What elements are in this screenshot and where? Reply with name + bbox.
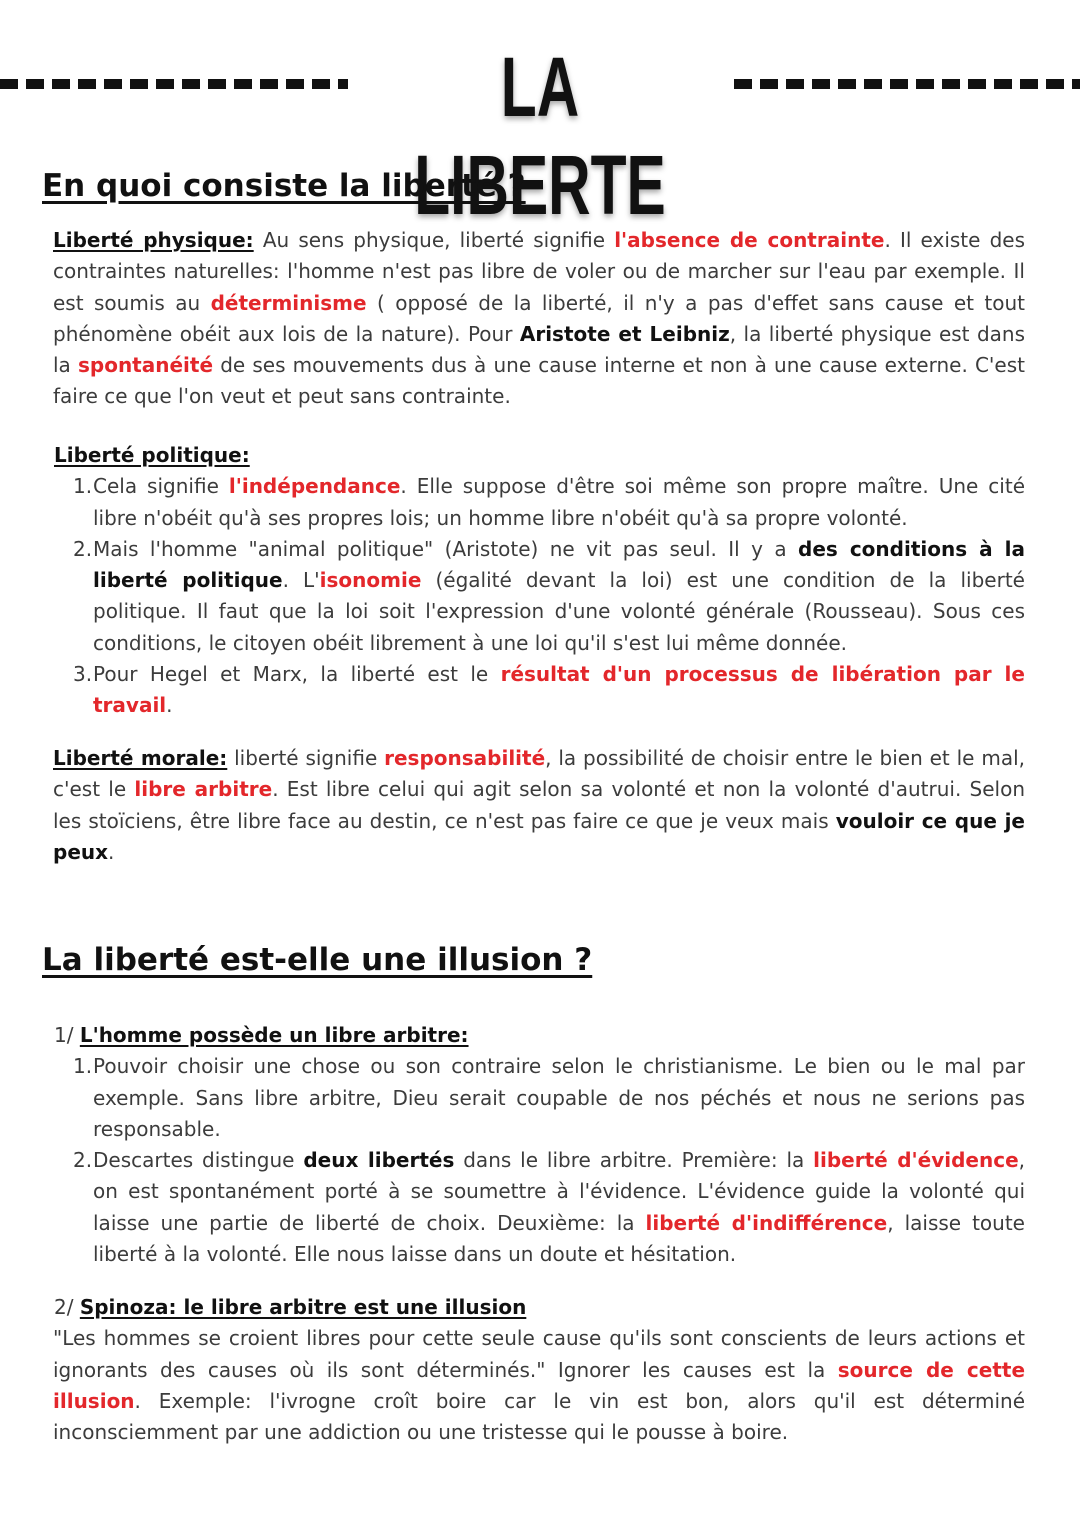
text: dans le libre arbitre. Première: la	[454, 1148, 814, 1173]
heading-libre-arbitre	[54, 1020, 1025, 1051]
bold-vouloir-ce-que-je-peux: vouloir ce que je peux	[53, 808, 1025, 864]
list-libre-arbitre	[53, 1051, 1025, 1270]
section-liberte-physique	[53, 225, 1025, 413]
text: Descartes distingue	[93, 1148, 304, 1173]
list-item	[53, 659, 1025, 722]
text: . Est libre celui qui agit selon sa volonté et non la volonté d'autrui. Selon les stoïciens, être libre face au destin, ce n'est pas faire ce que je veux mais	[53, 777, 1026, 833]
highlight-liberte-evidence: liberté d'évidence	[813, 1148, 1019, 1173]
text: . Elle suppose d'être soi même son propre maître. Une cité libre n'obéit qu'à ses propres lois; un homme libre n'obéit qu'à sa propre volonté.	[93, 474, 1025, 530]
paragraph-liberte-morale	[53, 743, 1025, 868]
list-item	[53, 534, 1025, 659]
text: de ses mouvements dus à une cause interne et non à une cause externe. C'est faire ce que l'on veut et peut sans contrainte.	[53, 353, 1025, 409]
text: , laisse toute liberté à la volonté. Elle nous laisse dans un doute et hésitation.	[93, 1210, 1025, 1267]
text: . L'	[282, 568, 320, 593]
text: Pouvoir choisir une chose ou son contraire selon le christianisme. Le bien ou le mal par exemple. Sans libre arbitre, Dieu serait coupable de nos péchés et nous ne serions pas responsable.	[93, 1054, 1025, 1141]
label-liberte-politique: Liberté politique:	[54, 443, 250, 467]
paragraph-liberte-physique	[53, 225, 1025, 413]
text: liberté signifie	[227, 746, 385, 770]
heading-liberte-politique	[54, 440, 1025, 471]
list-liberte-politique	[53, 471, 1025, 721]
highlight-source-illusion: source de cette illusion	[53, 1357, 1026, 1413]
left-dashed-rule	[0, 79, 348, 89]
list-number: 2.	[73, 536, 93, 561]
list-number: 3.	[73, 662, 93, 687]
label-spinoza: Spinoza: le libre arbitre est une illusion	[79, 1295, 527, 1319]
section-liberte-morale	[53, 743, 1025, 868]
section-heading-consiste: En quoi consiste la liberté ?	[42, 168, 526, 204]
section-spinoza	[53, 1292, 1025, 1448]
list-number: 1.	[73, 474, 93, 499]
text: "Les hommes se croient libres pour cette seule cause qu'ils sont conscients de leurs actions et ignorants des causes où ils sont déterminés." Ignorer les causes est la	[53, 1326, 1025, 1382]
text: (égalité devant la loi) est une condition de la liberté politique. Il faut que la loi soit l'expression d'une volonté générale (Rousseau). Sous ces conditions, le citoyen obéit librement à une loi qu'il s'est lui même donnée.	[93, 568, 1025, 655]
text: Pour Hegel et Marx, la liberté est le	[93, 662, 501, 687]
text: Mais l'homme "animal politique" (Aristote) ne vit pas seul. Il y a	[93, 536, 799, 561]
highlight-processus-liberation: résultat d'un processus de libération par le travail	[93, 662, 1025, 718]
heading-spinoza	[54, 1292, 1025, 1323]
text: , la liberté physique est dans la	[53, 321, 1025, 378]
highlight-determinisme: déterminisme	[210, 290, 367, 315]
highlight-libre-arbitre: libre arbitre	[134, 777, 273, 802]
paragraph-spinoza	[53, 1323, 1025, 1448]
part-number: 1/	[54, 1023, 80, 1047]
highlight-isonomie: isonomie	[319, 568, 422, 593]
bold-aristote-leibniz: Aristote et Leibniz	[519, 321, 730, 346]
part-number: 2/	[54, 1295, 80, 1319]
highlight-absence-contrainte: l'absence de contrainte	[614, 228, 885, 252]
list-number: 2.	[73, 1148, 93, 1173]
highlight-spontaneite: spontanéité	[77, 353, 214, 378]
text: . Il existe des contraintes naturelles: l'homme n'est pas libre de voler ou de marcher sur l'eau par exemple. Il est soumis au	[53, 228, 1026, 315]
list-item	[53, 471, 1025, 534]
bold-conditions-liberte: des conditions à la liberté politique	[93, 536, 1025, 593]
list-item	[53, 1145, 1025, 1270]
bold-deux-libertes: deux libertés	[303, 1148, 455, 1173]
text: , on est spontanément porté à se soumettre à l'évidence. L'évidence guide la volonté qui laisse une partie de liberté de choix. Deuxième: la	[93, 1148, 1026, 1235]
text: .	[108, 839, 115, 864]
right-dashed-rule	[734, 79, 1080, 89]
label-liberte-physique: Liberté physique:	[53, 228, 254, 252]
section-libre-arbitre	[53, 1020, 1025, 1270]
list-number: 1.	[73, 1054, 93, 1079]
text: Cela signifie	[93, 474, 229, 499]
highlight-independance: l'indépendance	[228, 474, 401, 499]
list-item	[53, 1051, 1025, 1145]
text: . Exemple: l'ivrogne croît boire car le vin est bon, alors qu'il est déterminé inconsciemment par une addiction ou une tristesse qui le pousse à boire.	[53, 1388, 1025, 1445]
label-liberte-morale: Liberté morale:	[53, 746, 228, 770]
text: Au sens physique, liberté signifie	[253, 228, 615, 252]
text: .	[166, 693, 173, 718]
highlight-liberte-indifference: liberté d'indifférence	[645, 1210, 888, 1235]
page-title: LA LIBERTE	[414, 40, 666, 232]
text: ( opposé de la liberté, il n'y a pas d'effet sans cause et tout phénomène obéit aux lois de la nature). Pour	[53, 290, 1025, 346]
section-heading-illusion: La liberté est-elle une illusion ?	[42, 942, 593, 978]
section-liberte-politique	[53, 440, 1025, 722]
text: , la possibilité de choisir entre le bien et le mal, c'est le	[53, 746, 1025, 802]
highlight-responsabilite: responsabilité	[384, 746, 546, 770]
label-libre-arbitre: L'homme possède un libre arbitre:	[79, 1023, 469, 1047]
